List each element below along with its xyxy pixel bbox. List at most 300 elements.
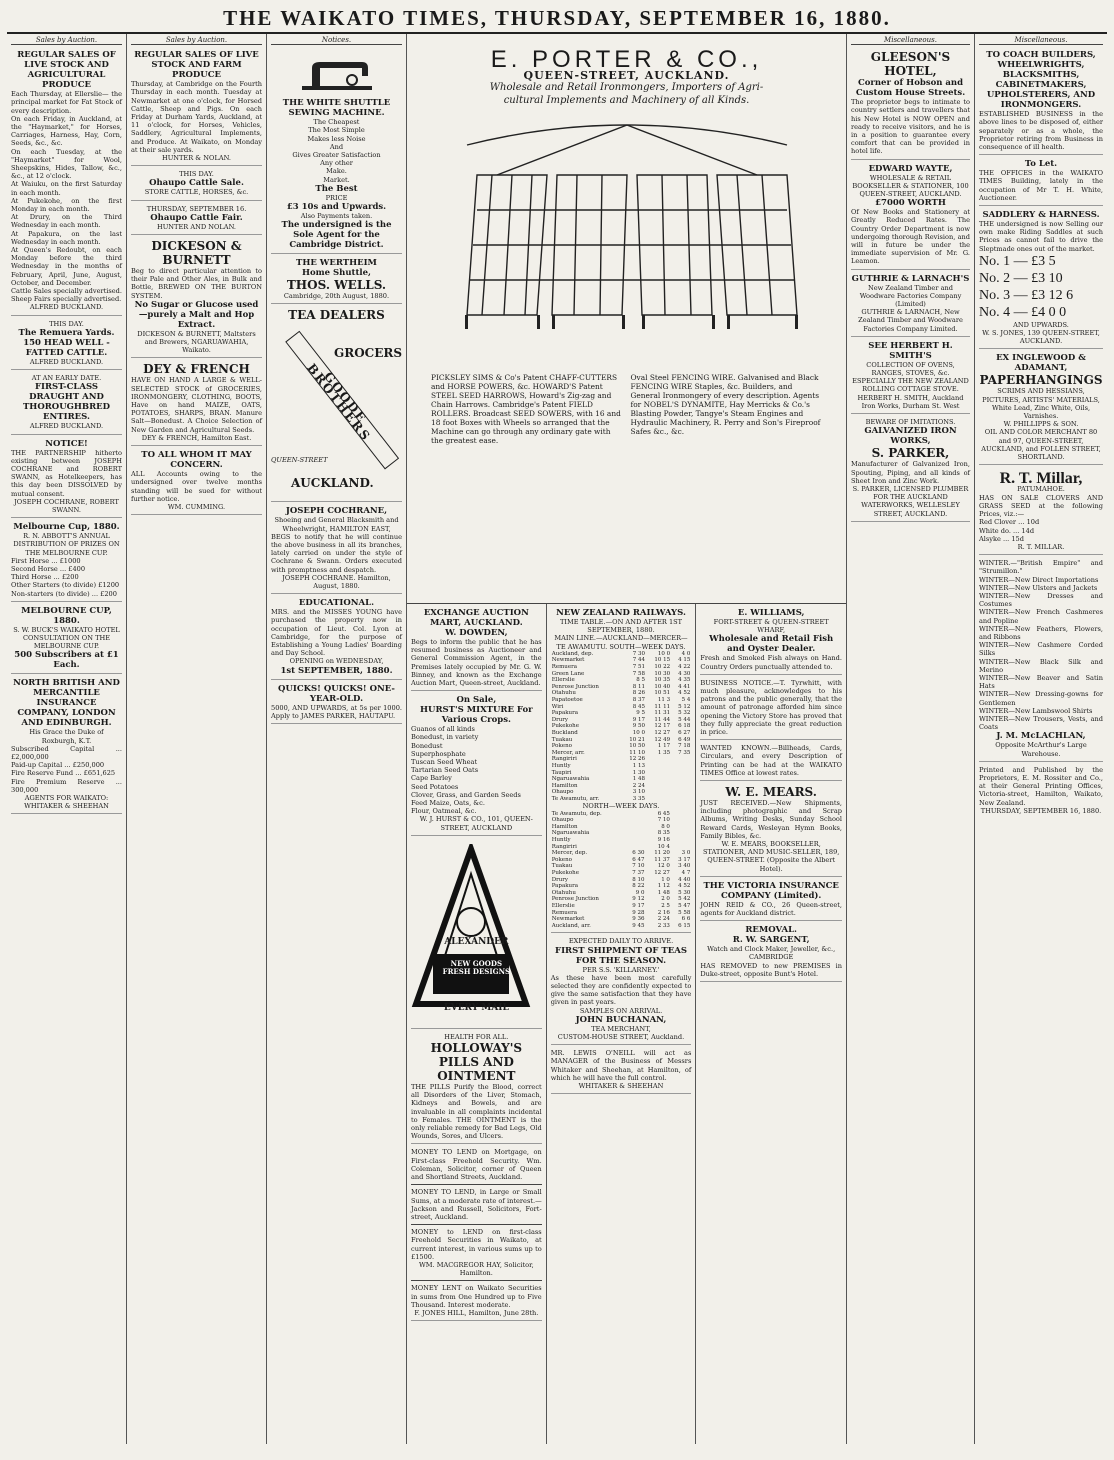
departure-time: 1 0	[661, 876, 670, 883]
timetable-row	[551, 750, 692, 757]
departure-time: 6 49	[678, 736, 691, 743]
departure-time: 3 35	[632, 795, 646, 802]
lend2: MONEY TO LEND, in Large or Small Sums, at a moderate rate of interest.—Jackson and Russell, Solicitors, Fort-street, Auckland.	[411, 1188, 542, 1221]
column-header: Miscellaneous.	[979, 36, 1103, 45]
subscribers: 500 Subscribers at £1 Each.	[14, 650, 119, 671]
db-signature: DICKESON & BURNETT, Maltsters and Brewers, NGARUAWAHIA, Waikato.	[137, 329, 256, 355]
timetable-row	[551, 824, 692, 831]
station-name: Papatoetoe	[551, 696, 583, 703]
station-name: Pokeno	[551, 743, 572, 750]
abbott: R. N. ABBOTT'S ANNUAL DISTRIBUTION OF PRIZES ON THE MELBOURNE CUP.	[13, 532, 120, 557]
departure-time	[646, 763, 671, 770]
winter-item: WINTER—New Dressing-gowns for Gentlemen	[979, 690, 1103, 707]
business-notice-ad	[700, 677, 842, 740]
capital-line: Paid-up Capital ... £250,000	[11, 761, 105, 770]
station-name: Tuakau	[551, 736, 573, 743]
mears-logo: W. E. MEARS.	[725, 785, 817, 800]
station-name: Pokeno	[551, 856, 572, 863]
departure-time: 3 17	[678, 856, 691, 863]
regular-sales-ad	[11, 48, 122, 315]
departure-time: 3 10	[632, 789, 646, 796]
signature: ALFRED BUCKLAND.	[29, 303, 104, 312]
entires-ad	[11, 372, 122, 434]
departure-time	[646, 783, 671, 790]
timetable-row	[551, 910, 692, 917]
wayte: EDWARD WAYTE,	[868, 163, 953, 174]
galv: GALVANIZED IRON WORKS,	[864, 426, 957, 447]
smith-sub: COLLECTION OF OVENS, RANGES, STOVES, &c. ESPECIALLY THE NEW ZEALAND ROLLING COTTAGE STOVE.	[852, 360, 969, 394]
departure-time	[625, 844, 645, 851]
south-timetable	[551, 651, 692, 803]
departure-time: 10 35	[654, 677, 671, 684]
departure-time: 10 21	[629, 736, 646, 743]
ad-title: REGULAR SALES OF LIVE STOCK AND FARM PRODUCE	[134, 50, 259, 81]
ohaupo-sale-ad	[131, 168, 262, 200]
station-name: Ohaupo	[551, 817, 574, 824]
departure-time: 9 5	[636, 710, 646, 717]
newspaper-page	[7, 6, 1107, 1446]
early-date: AT AN EARLY DATE.	[31, 374, 102, 383]
insurance-ad	[11, 676, 122, 814]
sargent-body: HAS REMOVED to new PREMISES in Duke-street, opposite Bunt's Hotel.	[700, 961, 842, 978]
winter-item: WINTER—New Lambswool Shirts	[979, 706, 1093, 715]
porter-desc-right: Oval Steel FENCING WIRE. Galvanised and Black FENCING WIRE Staples, &c. Builders, and General Ironmongery of every description. Agents for NOBEL'S DYNAMITE, Hay Merricks & Co.'s Blasting Powder, Tangye's Steam Engines and Hydraulic Machinery, R. Perry and Son's Fireproof Safes &c., &c.	[630, 373, 821, 437]
station-name: Newmarket	[551, 916, 585, 923]
station-name: Ohaupo	[551, 789, 574, 796]
sargent-ad	[700, 923, 842, 982]
edu: EDUCATIONAL.	[298, 598, 375, 609]
departure-time: 4 52	[678, 690, 691, 697]
departure-time: 1 17	[657, 743, 671, 750]
timetable-row	[551, 883, 692, 890]
signature: HUNTER & NOLAN.	[161, 154, 232, 163]
departure-time: 8 45	[632, 703, 646, 710]
winter-item: WINTER—New Feathers, Flowers, and Ribbons	[979, 624, 1103, 641]
timetable-row	[551, 677, 692, 684]
hurst-item: Bonedust	[411, 741, 443, 750]
ad-body: On each Friday, in Auckland, at the "Haymarket," for Horses, Carriages, Harness, Hay, Corn, Seeds, &c., &c.	[11, 114, 122, 148]
departure-time	[671, 770, 691, 777]
mclachlan-sub: Opposite McArthur's Large Warehouse.	[995, 741, 1087, 758]
smith-ad	[851, 339, 970, 414]
station-name: Ellerslie	[551, 677, 575, 684]
departure-time: 5 4	[681, 696, 691, 703]
williams-body: Fresh and Smoked Fish always on Hand. Country Orders punctually attended to.	[700, 654, 842, 671]
station-name: Huntly	[551, 837, 571, 844]
departure-time: 5 32	[678, 710, 691, 717]
hurst-item: Bonedust, in variety	[411, 733, 479, 742]
saddlery-ad	[979, 208, 1103, 349]
upwards: AND UPWARDS.	[1013, 320, 1069, 329]
departure-time: 6 15	[678, 922, 691, 929]
winter-ad	[979, 557, 1103, 762]
singer-line: The Most Simple	[308, 126, 365, 135]
nb-title: NORTH BRITISH AND MERCANTILE INSURANCE COMPANY, LONDON AND EDINBURGH.	[13, 678, 120, 729]
paper-sub: SCRIMS AND HESSIANS, PICTURES, ARTISTS' MATERIALS, White Lead, Zinc White, Oils, Varnishes.	[982, 387, 1100, 421]
column-2	[127, 34, 267, 1444]
column-header: Notices.	[271, 36, 402, 45]
millar-body: HAS ON SALE CLOVERS AND GRASS SEED at the following Prices, viz.:—	[979, 493, 1103, 519]
departure-time: 6 6	[681, 916, 691, 923]
newspaper-title: THE WAIKATO TIMES, THURSDAY, SEPTEMBER 16, 1880.	[223, 6, 891, 30]
singer-line: Gives Greater Satisfaction	[292, 151, 381, 160]
departure-time: 12 26	[629, 756, 646, 763]
departure-time	[671, 763, 691, 770]
winter-item: WINTER—New Trousers, Vests, and Coats	[979, 714, 1103, 732]
sale-date: THURSDAY, SEPTEMBER 16.	[146, 204, 247, 213]
timetable-row	[551, 844, 692, 851]
imprint-text: Printed and Published by the Proprietors, E. M. Rossiter and Co., at their General Printing Offices, Victoria-street, Hamilton, Waikato, New Zealand.	[979, 765, 1103, 807]
station-name: Penrose Junction	[551, 683, 599, 690]
brewery-ad	[131, 237, 262, 358]
north-timetable	[551, 811, 692, 930]
coach: TO COACH BUILDERS, WHEELWRIGHTS, BLACKSMITHS, CABINETMAKERS, UPHOLSTERERS, AND IRONMONGERS.	[986, 50, 1096, 111]
ohaupo-fair: Ohaupo Cattle Fair.	[150, 212, 243, 223]
hurst-item: Clover, Grass, and Garden Seeds	[411, 790, 521, 799]
main-line: MAIN LINE.—AUCKLAND—MERCER—TE AWAMUTU. SOUTH—WEEK DAYS.	[554, 634, 688, 651]
millar: R. T. Millar,	[999, 470, 1083, 488]
sewing-machine-ad	[271, 48, 402, 254]
saddlery: SADDLERY & HARNESS.	[982, 210, 1100, 221]
departure-time: 4 40	[678, 876, 691, 883]
departure-time: 12 0	[657, 863, 670, 870]
timetable-row	[551, 756, 692, 763]
departure-time: 7 44	[632, 657, 646, 664]
signature: ALFRED BUCKLAND.	[29, 422, 104, 431]
departure-time: 6 47	[632, 856, 645, 863]
hurst-item: Tuscan Seed Wheat	[411, 758, 478, 767]
departure-time	[671, 789, 691, 796]
wayte-body: Of New Books and Stationery at Greatly Reduced Rates. The Country Order Department is now undergoing thorough Revision, and will in future be under the immediate supervision of Mr. G. Leamon.	[851, 208, 970, 266]
phillipps: W. PHILLIPPS & SON.	[1003, 420, 1079, 429]
departure-time: 12 27	[654, 729, 671, 736]
concern-body: ALL Accounts owing to the undersigned over twelve months standing will be sued for without further notice.	[131, 470, 262, 503]
column-4a	[407, 604, 547, 1444]
departure-time: 9 0	[635, 889, 645, 896]
capital-line: Fire Reserve Fund ... £651,625	[11, 769, 116, 778]
departure-time: 10 51	[654, 690, 671, 697]
departure-time: 4 30	[678, 670, 691, 677]
station-name: Papakura	[551, 883, 579, 890]
lend4: MONEY LENT on Waikato Securities in sums from One Hundred up to Five Thousand. Interest moderate.	[411, 1284, 542, 1309]
departure-time	[625, 817, 645, 824]
opening-date: 1st SEPTEMBER, 1880.	[280, 665, 393, 676]
departure-time: 10 0	[657, 650, 671, 657]
winter: WINTER.—"British Empire" and "Strumillon."	[979, 559, 1103, 576]
victoria: THE VICTORIA INSURANCE COMPANY (Limited).	[703, 880, 839, 901]
blacksmith-ad	[271, 504, 402, 594]
departure-time: 7 18	[678, 743, 691, 750]
queen-street: QUEEN-STREET	[271, 456, 328, 465]
departure-time: 12 17	[654, 723, 671, 730]
departure-time: 1 48	[632, 776, 646, 783]
timetable-row	[551, 723, 692, 730]
hurst-item: Tartarian Seed Oats	[411, 766, 479, 775]
coach-body: ESTABLISHED BUSINESS in the above lines to be disposed of, either separately or as a whole, the Proprietor retiring from Business in consequence of ill health.	[979, 110, 1103, 152]
victoria-agents: JOHN REID & CO., 26 Queen-street, agents for Auckland district.	[700, 900, 842, 918]
ad-body: Cattle Sales specially advertised. Sheep Fairs specially advertised.	[11, 287, 122, 304]
sargent: R. W. SARGENT,	[732, 935, 810, 946]
this-day: THIS DAY.	[179, 170, 214, 179]
wertheim-ad	[271, 256, 402, 304]
departure-time: 2 16	[657, 909, 670, 916]
wells: THOS. WELLS.	[286, 278, 387, 293]
beware: BEWARE OF IMITATIONS.	[865, 418, 956, 427]
cup-title: MELBOURNE CUP, 1880.	[21, 605, 112, 626]
station-name: Ellerslie	[551, 902, 575, 909]
timetable-row	[551, 743, 692, 750]
departure-time: 1 30	[632, 769, 646, 776]
column-3	[267, 34, 407, 1444]
north: NORTH—WEEK DAYS.	[582, 802, 660, 811]
timetable-row	[551, 737, 692, 744]
smith-signature: HERBERT H. SMITH, Auckland Iron Works, Durham St. West	[857, 393, 964, 410]
departure-time: 11 31	[654, 710, 671, 717]
winter-item: WINTER—New Cashmere Corded Silks	[979, 641, 1103, 658]
exchange: EXCHANGE AUCTION MART, AUCKLAND.	[423, 608, 529, 628]
timetable-row	[551, 890, 692, 897]
station-name: Huntly	[551, 762, 571, 769]
monthly: Also Payments taken.	[300, 212, 373, 221]
wanted-ad	[700, 742, 842, 781]
departure-time: 7 58	[632, 670, 646, 677]
wertheim: THE WERTHEIM	[296, 258, 377, 269]
timetable-row	[551, 783, 692, 790]
timetable-row	[551, 684, 692, 691]
columns	[7, 34, 1107, 1444]
porter-line1: Wholesale and Retail Ironmongers, Importers of Agri-	[489, 82, 764, 94]
ad-body: At Drury, on the Third Wednesday in each month.	[11, 213, 122, 230]
lend1: MONEY TO LEND on Mortgage, on First-class Freehold Security. Wm. Coleman, Solicitor, corner of Queen and Shortland Streets, Auckland.	[411, 1148, 542, 1182]
removal: REMOVAL.	[745, 925, 798, 936]
departure-time: 7 51	[632, 664, 646, 670]
station-name: Remuera	[551, 664, 578, 670]
departure-time: 4 0	[681, 650, 691, 657]
station-name: Tuakau	[551, 863, 573, 870]
williams: E. WILLIAMS,	[737, 608, 805, 618]
ohaupo: Ohaupo Cattle Sale.	[149, 178, 244, 189]
departure-time	[671, 844, 691, 851]
lend3-signature: WM. MACGREGOR HAY, Solicitor, Hamilton.	[419, 1260, 534, 1278]
departure-time	[646, 756, 671, 763]
wells-addr: Cambridge, 20th August, 1880.	[283, 292, 390, 301]
cochrane-signature: JOSEPH COCHRANE. Hamilton, August, 1880.	[282, 573, 391, 591]
timetable-row	[551, 857, 692, 864]
station-name: Te Awamutu, dep.	[551, 810, 602, 817]
departure-time: 5 12	[678, 703, 691, 710]
departure-time	[625, 830, 645, 837]
timetable-row	[551, 657, 692, 664]
column-header: Sales by Auction.	[11, 36, 122, 45]
timetable-row	[551, 877, 692, 884]
departure-time: 12 49	[654, 736, 671, 743]
mears-signature: W. E. MEARS, BOOKSELLER, STATIONER, AND MUSIC-SELLER, 189, QUEEN-STREET. (Opposite the Albert Hotel).	[702, 840, 840, 873]
timetable-row	[551, 923, 692, 930]
timetable-row	[551, 896, 692, 903]
gleeson-ad	[851, 48, 970, 159]
grocers: GROCERS	[333, 346, 402, 361]
departure-time: 11 20	[654, 850, 670, 857]
departure-time: 1 35	[657, 749, 671, 756]
capital-line: Subscribed Capital ... £2,000,000	[11, 744, 122, 761]
railways-ad	[551, 606, 692, 933]
departure-time: 5 58	[678, 909, 691, 916]
oneill-signature: WHITAKER & SHEEHAN	[578, 1082, 664, 1090]
signature: HUNTER AND NOLAN.	[156, 222, 237, 231]
timetable-row	[551, 717, 692, 724]
agent: The undersigned is the Sole Agent for the Cambridge District.	[281, 220, 392, 251]
departure-time: 4 22	[678, 664, 691, 670]
opening: OPENING on WEDNESDAY,	[289, 657, 384, 666]
prize-line: Non-starters (to divide) ... £200	[11, 589, 117, 598]
ad-body: At Pukekohe, on the first Monday in each month.	[11, 196, 122, 214]
nb-president: His Grace the Duke of Roxburgh, K.T.	[29, 728, 104, 745]
brothers: GOODE BROTHERS	[304, 361, 374, 445]
dey-signature: DEY & FRENCH, Hamilton East.	[141, 433, 252, 442]
departure-time: 3 40	[678, 863, 691, 870]
departure-time: 6 18	[678, 723, 691, 730]
cattle-head: 150 HEAD WELL - FATTED CATTLE.	[23, 337, 110, 358]
departure-time	[671, 817, 691, 824]
prize-line: Second Horse ... £400	[11, 564, 86, 573]
departure-time: 6 30	[632, 850, 645, 857]
column-4c	[696, 604, 846, 1444]
timetable-row	[551, 796, 692, 803]
departure-time	[671, 811, 691, 818]
departure-time: 10 50	[629, 743, 646, 750]
station-name: Otahuhu	[551, 690, 576, 697]
departure-time: 6 45	[657, 810, 670, 817]
price: PRICE	[325, 193, 348, 202]
departure-time	[671, 824, 691, 831]
parker-body: Manufacturer of Galvanized Iron, Spouting, Piping, and all kinds of Sheet Iron and Zinc Work.	[851, 460, 970, 485]
singer-line: And	[329, 142, 344, 151]
departure-time: 5 47	[678, 902, 691, 909]
departure-time: 4 15	[678, 657, 691, 664]
teas-body: As these have been most carefully selected they are confidently expected to give the same satisfaction that they have given in past years.	[550, 973, 692, 1007]
porter-desc-left: PICKSLEY SIMS & Co's Patent CHAFF-CUTTERS and HORSE POWERS, &c. HOWARD'S Patent STEEL SEED HARROWS, Howard's Zig-zag and Chain Harrows. Cambridge's Patent FIELD ROLLERS. Broadcast SEED SOWERS, with 16 and 18 foot Boxes with Wheels so arranged that the Machine can go through any ordinary gate with the greatest ease.	[431, 373, 621, 446]
parker-signature: S. PARKER, LICENSED PLUMBER FOR THE AUCKLAND WATERWORKS, WELLESLEY STREET, AUCKLAND.	[852, 484, 969, 518]
departure-time: 10 22	[654, 664, 671, 670]
departure-time: 4 52	[678, 883, 691, 890]
station-name: Rangiriri	[551, 843, 577, 850]
lend4-signature: F. JONES HILL, Hamilton, June 28th.	[414, 1308, 539, 1317]
health: HEALTH FOR ALL.	[444, 1032, 509, 1041]
ad-body: Each Thursday, at Ellerslie— the principal market for Fat Stock of every description.	[11, 90, 122, 115]
ship: PER S.S. 'KILLARNEY.'	[582, 965, 660, 974]
signature: ALFRED BUCKLAND.	[29, 357, 104, 366]
ad-body: On each Tuesday, at the "Haymarket" for Wool, Sheepskins, Hides, Tallow, &c., &c., at 12 o'clock.	[11, 147, 122, 181]
wayte-ad	[851, 162, 970, 270]
porter-ad	[407, 34, 846, 604]
departure-time: 2 24	[657, 916, 670, 923]
winter-item: WINTER—New Dresses and Costumes	[979, 591, 1103, 609]
porter-name: E. PORTER & CO.,	[490, 46, 763, 73]
dey-french-ad	[131, 360, 262, 446]
station-name: Mercer, arr.	[551, 749, 585, 756]
goode-ad	[271, 306, 402, 502]
saddle-price: No. 2 — £3 10	[979, 270, 1063, 286]
cochrane: JOSEPH COCHRANE,	[285, 506, 388, 517]
departure-time	[646, 796, 671, 803]
timetable-row	[551, 730, 692, 737]
tolet-ad	[979, 157, 1103, 206]
departure-time: 9 50	[632, 723, 646, 730]
station-name: Rangiriri	[551, 756, 577, 763]
departure-time: 9 16	[657, 837, 670, 844]
station-name: Hamilton	[551, 782, 578, 789]
notice-title: NOTICE!	[45, 438, 88, 449]
column-header: Sales by Auction.	[131, 36, 262, 45]
williams-sub: Wholesale and Retail Fish and Oyster Dealer.	[709, 634, 834, 655]
departure-time	[646, 789, 671, 796]
departure-time: 8 0	[661, 823, 670, 830]
departure-time: 9 28	[632, 909, 645, 916]
coach-ad	[979, 48, 1103, 155]
winter-item: WINTER—New Black Silk and Merino	[979, 657, 1103, 674]
melb-title: Melbourne Cup, 1880.	[13, 522, 120, 533]
winter-item: WINTER—New French Cashmeres and Popline	[979, 608, 1103, 625]
singer-line: The Cheapest	[313, 118, 360, 127]
singer-line: Market.	[323, 175, 350, 184]
departure-time: 8 22	[632, 883, 645, 890]
departure-time: 9 45	[632, 922, 645, 929]
departure-time	[625, 824, 645, 831]
ad-body: Thursday, at Cambridge on the Fourth Thursday in each month. Tuesday at Newmarket at one o'clock, for Horsed Cattle, Sheep and Pigs. On each Friday at Durham Yards, Auckland, at 11 o'clock, for Horses, Vehicles, Saddlery, Agricultural Implements, and Produce. At Waikato, on Monday at their sale yards.	[131, 80, 262, 154]
departure-time: 3 0	[681, 850, 691, 857]
money-ads	[411, 1146, 542, 1321]
station-name: Otahuhu	[551, 889, 576, 896]
educational-ad	[271, 596, 402, 679]
departure-time: 10 4	[657, 843, 670, 850]
station-name: Auckland, arr.	[551, 922, 591, 929]
capital-line: Fire Premium Reserve ... 300,000	[11, 777, 122, 794]
lend3: MONEY to LEND on first-class Freehold Securities in Waikato, at current interest, in various sums up to £1500.	[411, 1228, 542, 1261]
seed-price: Red Clover ... 10d	[979, 518, 1040, 527]
timetable-row	[551, 690, 692, 697]
phillipps-sub: OIL AND COLOR MERCHANT 80 and 97, QUEEN-STREET, AUCKLAND, and FOLLEN STREET, SHORTLAND.	[981, 428, 1101, 462]
notice: BUSINESS NOTICE.—T. Tyrwhitt, with much pleasure, acknowledges to his patrons and the public generally, that the amount of patronage afforded him since opening the Victory Store has proved that they fully appreciate the great reduction in price.	[700, 678, 842, 737]
tea-dealers: TEA DEALERS	[288, 308, 385, 323]
price-value: £3 10s and Upwards.	[286, 202, 387, 213]
station-name: Taupiri	[551, 769, 572, 776]
hurst-signature: W. J. HURST & CO., 101, QUEEN-STREET, AUCKLAND	[419, 815, 533, 832]
emblem-top: ALEXANDER	[444, 936, 509, 947]
dey-title: DEY & FRENCH	[143, 362, 250, 377]
masthead	[7, 6, 1107, 34]
departure-time: 10 30	[654, 670, 671, 677]
timetable-row	[551, 837, 692, 844]
winter-item: WINTER—New Beaver and Satin Hats	[979, 673, 1103, 691]
departure-time: 4 41	[678, 683, 691, 690]
departure-time: 10 15	[654, 657, 671, 664]
departure-time	[671, 756, 691, 763]
ad-body: At Queen's Redoubt, on each Monday before the third Wednesday in the months of February, April, June, August, October, and December.	[11, 246, 122, 287]
dowden-body: Begs to inform the public that he has resumed business as Auctioneer and General Commission Agent, in the Premises lately occupied by Mr. G. W. Binney, and known as the Exchange Auction Mart, Queen-street, Auckland.	[411, 638, 542, 688]
departure-time: 8 11	[632, 683, 646, 690]
station-name: Mercer, dep.	[551, 850, 588, 857]
buck-cup-ad	[11, 604, 122, 675]
station-name: Newmarket	[551, 657, 585, 664]
hurst-item: Seed Potatoes	[411, 782, 459, 791]
departure-time: 2 0	[661, 896, 670, 903]
singer-line: Make.	[326, 167, 347, 176]
singer-title: THE WHITE SHUTTLE SEWING MACHINE.	[282, 98, 391, 119]
entires: FIRST-CLASS DRAUGHT AND THOROUGHBRED ENTIRES.	[22, 382, 111, 423]
departure-time	[625, 837, 645, 844]
station-name: Hamilton	[551, 823, 578, 830]
parker-ad	[851, 416, 970, 522]
